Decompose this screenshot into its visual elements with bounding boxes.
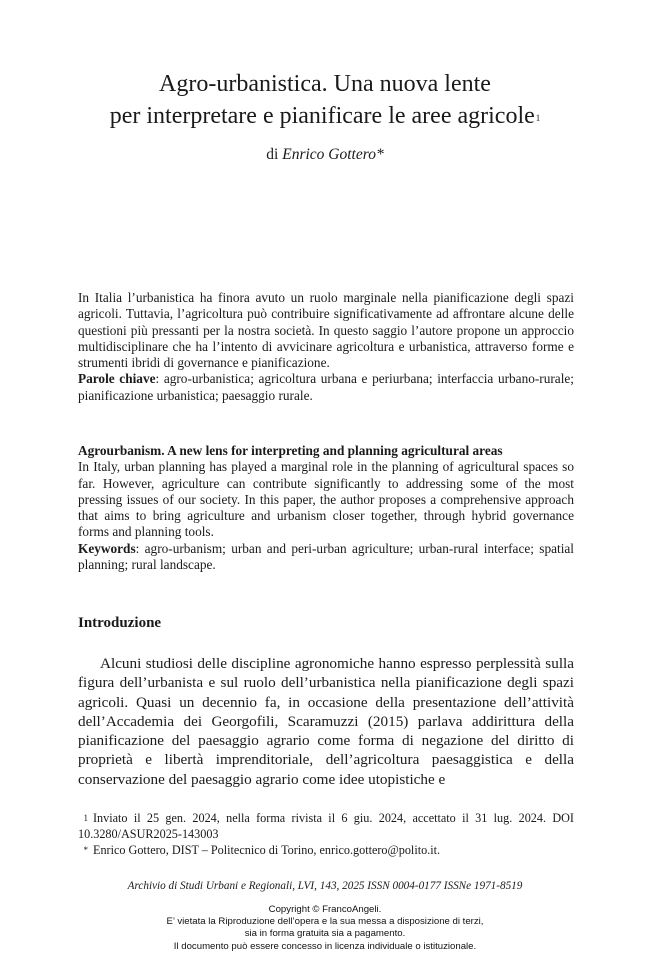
keywords-en-label: Keywords	[78, 540, 136, 556]
abstract-it-text: In Italia l’urbanistica ha finora avuto un ruolo marginale nella pianificazione degli spazi agricoli. Tuttavia, l’agricoltura può contribuire significativamente ad affrontare alcune delle questioni più pressanti per la nostra società. In questo saggio l’autore propone un approccio multidisciplinare che ha l’intento di avvicinare agricoltura e urbanistica, attraverso forme e strumenti ibridi di governance e pianificazione.	[78, 290, 574, 371]
footnote-author-text: Enrico Gottero, DIST – Politecnico di Torino, enrico.gottero@polito.it.	[93, 843, 441, 857]
abstract-english	[78, 443, 574, 573]
author-name: Enrico Gottero*	[282, 146, 384, 163]
author-prefix: di	[266, 146, 279, 163]
copyright-notice	[0, 904, 650, 953]
keywords-it-label: Parole chiave	[78, 371, 156, 387]
copyright-line-1: Copyright © FrancoAngeli.	[268, 904, 382, 915]
footnote-author	[78, 842, 574, 858]
author-byline	[0, 146, 650, 164]
title-footnote-ref[interactable]: 1	[535, 113, 541, 123]
copyright-line-4: Il documento può essere concesso in licenza individuale o istituzionale.	[173, 940, 477, 952]
abstract-en-text: In Italy, urban planning has played a marginal role in the planning of agricultural spaces so far. However, agriculture can contribute significantly to addressing some of the most pressing issues of our society. In this paper, the author proposes a comprehensive approach that aims to bring agriculture and urbanism closer together, through hybrid governance forms and planning tools.	[78, 459, 574, 540]
copyright-line-3: sia in forma gratuita sia a pagamento.	[244, 928, 406, 940]
footnote-1-text: Inviato il 25 gen. 2024, nella forma rivista il 6 giu. 2024, accettato il 31 lug. 2024. DOI 10.3280/ASUR2025-143003	[78, 811, 574, 841]
footnote-1	[78, 810, 574, 842]
keywords-it-list: : agro-urbanistica; agricoltura urbana e periurbana; interfaccia urbano-rurale; pianificazione urbanistica; paesaggio rurale.	[78, 371, 574, 403]
abstract-italian	[78, 290, 574, 404]
article-title-line-2: per interpretare e pianificare le aree agricole$^1$	[109, 103, 541, 129]
journal-citation: Archivio di Studi Urbani e Regionali, LVI, 143, 2025 ISSN 0004-0177 ISSNe 1971-8519	[127, 880, 523, 892]
section-heading: Introduzione	[78, 615, 162, 631]
keywords-en-list: : agro-urbanism; urban and peri-urban agriculture; urban-rural interface; spatial planning; rural landscape.	[78, 540, 574, 573]
article-title-line-1: Agro-urbanistica. Una nuova lente	[159, 71, 491, 97]
footnote-author-mark: *	[83, 845, 88, 855]
footnote-1-mark: 1	[83, 813, 88, 823]
abstract-en-title: Agrourbanism. A new lens for interpreting and planning agricultural areas	[78, 443, 503, 458]
intro-paragraph: Alcuni studiosi delle discipline agronomiche hanno espresso perplessità sulla figura dell’urbanista e sul ruolo dell’urbanistica nella pianificazione degli spazi agricoli. Quasi un decennio fa, in occasione della presentazione dell’attività dell’Accademia dei Georgofili, Scaramuzzi (2015) parlava addirittura della pianificazione del paesaggio agrario come forma di negazione del diritto di proprietà e libertà imprenditoriale, dell’agricoltura paesaggistica e della conservazione del paesaggio agrario come idee utopistiche e	[78, 655, 574, 788]
copyright-line-2: E’ vietata la Riproduzione dell’opera e la sua messa a disposizione di terzi,	[166, 916, 484, 928]
